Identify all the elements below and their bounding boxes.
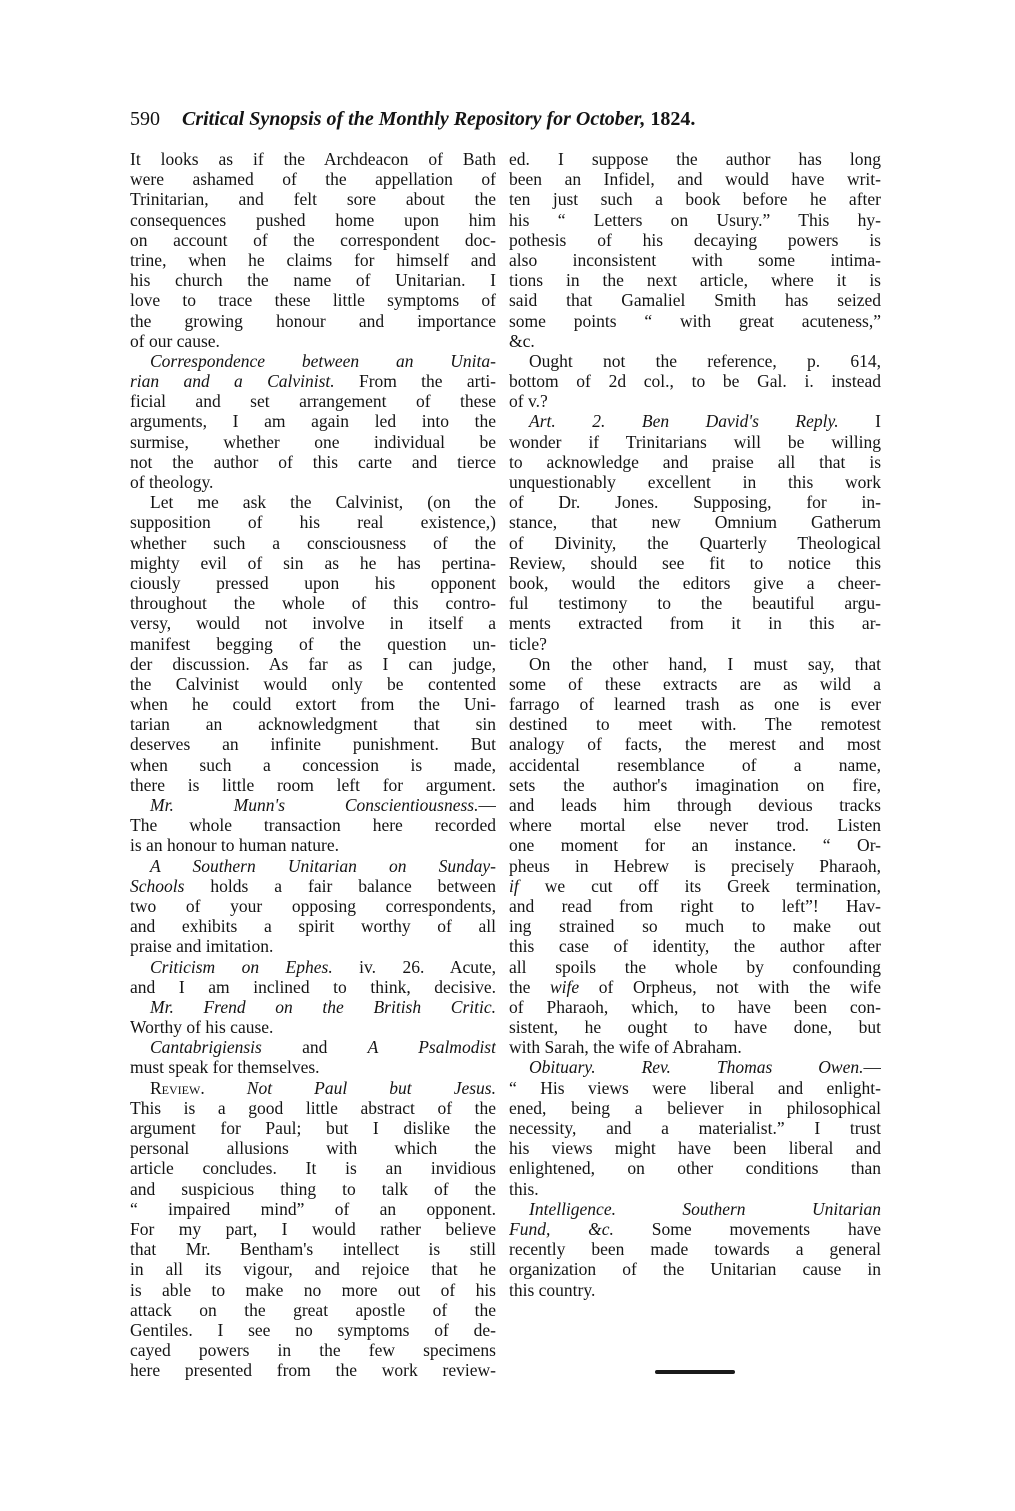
text-line — [130, 1037, 496, 1057]
text-line — [130, 654, 496, 674]
text-run — [205, 1078, 247, 1098]
text-line — [509, 1259, 881, 1279]
text-line — [130, 1057, 496, 1077]
text-run: Let me ask the Calvinist, (on the — [150, 492, 496, 513]
text-line — [130, 432, 496, 452]
text-run: and exhibits a spirit worthy of all — [130, 916, 496, 937]
text-run: some points “ with great acuteness,” — [509, 310, 881, 331]
text-line — [130, 1158, 496, 1178]
text-line — [509, 1118, 881, 1138]
text-line — [509, 755, 881, 775]
text-run: personal allusions with which the — [130, 1138, 496, 1159]
text-run: his views might have been liberal and — [509, 1138, 881, 1159]
text-line — [509, 856, 881, 876]
text-run: — — [478, 795, 496, 815]
text-run: arguments, I am again led into the — [130, 411, 496, 432]
text-line — [130, 189, 496, 209]
text-run: the — [509, 976, 550, 997]
text-line — [130, 553, 496, 573]
text-run: some of these extracts are as wild a — [509, 673, 881, 694]
text-line — [130, 452, 496, 472]
text-line — [509, 573, 881, 593]
text-run: manifest begging of the question un- — [130, 633, 496, 654]
text-line — [509, 775, 881, 795]
text-line — [509, 694, 881, 714]
text-line — [509, 1098, 881, 1118]
text-run: must speak for themselves. — [130, 1057, 320, 1078]
text-line — [509, 916, 881, 936]
text-run: destined to meet with. The remotest — [509, 714, 881, 735]
text-run: Mr. Munn's Conscientiousness. — [150, 795, 479, 815]
text-run: love to trace these little symptoms of — [130, 290, 496, 311]
text-run: argument for Paul; but I dislike the — [130, 1118, 496, 1138]
text-line — [509, 351, 881, 371]
running-header — [130, 104, 890, 134]
text-run: Schools — [130, 875, 185, 896]
text-run: that Mr. Bentham's intellect is still — [130, 1239, 496, 1260]
text-run: der discussion. As far as I can judge, — [130, 653, 496, 674]
text-line — [509, 1078, 881, 1098]
text-run: Worthy of his cause. — [130, 1017, 274, 1038]
text-run: this case of identity, the author after — [509, 936, 881, 957]
text-line — [130, 250, 496, 270]
text-run: pheus in Hebrew is precisely Pharaoh, — [509, 855, 881, 876]
text-line — [509, 210, 881, 230]
text-run: A Psalmodist — [367, 1037, 496, 1058]
text-line — [509, 734, 881, 754]
text-line — [509, 391, 881, 411]
text-run: ful testimony to the beautiful argu- — [509, 593, 881, 614]
text-line — [130, 835, 496, 855]
text-line — [130, 1300, 496, 1320]
text-run: ed. I suppose the author has long — [509, 149, 881, 169]
text-run: of Pharaoh, which, to have been con- — [509, 996, 881, 1017]
text-run: surmise, whether one individual be — [130, 431, 496, 452]
text-line — [509, 432, 881, 452]
text-run: when he could extort from the Uni- — [130, 694, 496, 715]
text-line — [130, 1199, 496, 1219]
text-run: of v.? — [509, 391, 548, 412]
text-line — [130, 856, 496, 876]
text-run: Trinitarian, and felt sore about the — [130, 189, 496, 210]
text-line — [130, 593, 496, 613]
text-line — [130, 169, 496, 189]
text-line — [509, 1280, 881, 1300]
text-line — [130, 533, 496, 553]
text-run: Obituary. Rev. Thomas Owen. — [529, 1057, 864, 1078]
text-line — [509, 1199, 881, 1219]
text-run: “ impaired mind” of an opponent. — [130, 1198, 496, 1219]
text-line — [509, 815, 881, 835]
text-run: we cut off its Greek termination, — [518, 875, 881, 896]
text-run: tions in the next article, where it is — [509, 270, 881, 291]
text-line — [130, 734, 496, 754]
text-run: the growing honour and importance — [130, 310, 496, 331]
text-run: holds a fair balance between — [184, 875, 496, 896]
text-run: where mortal else never trod. Listen — [509, 815, 881, 836]
text-run: “ His views were liberal and enlight- — [509, 1077, 881, 1098]
text-line — [130, 1280, 496, 1300]
text-run: Ought not the reference, p. 614, — [529, 350, 881, 371]
text-line — [509, 936, 881, 956]
text-line — [509, 714, 881, 734]
text-run: analogy of facts, the merest and most — [509, 734, 881, 755]
text-run: of our cause. — [130, 330, 220, 351]
text-line — [130, 391, 496, 411]
text-run: in all its vigour, and rejoice that he — [130, 1259, 496, 1280]
text-line — [130, 351, 496, 371]
text-run: trine, when he claims for himself and — [130, 249, 496, 270]
text-line — [130, 1259, 496, 1279]
page-number: 590 — [130, 108, 160, 130]
text-line — [130, 755, 496, 775]
text-run: consequences pushed home upon him — [130, 209, 496, 230]
text-run: of Orpheus, not with the wife — [579, 976, 881, 997]
text-run: On the other hand, I must say, that — [529, 653, 881, 674]
text-line — [130, 977, 496, 997]
text-line — [130, 1078, 496, 1098]
text-line — [130, 1360, 496, 1380]
text-line — [509, 1037, 881, 1057]
text-line — [130, 573, 496, 593]
text-run: It looks as if the Archdeacon of Bath — [130, 149, 496, 169]
text-run: to acknowledge and praise all that is — [509, 451, 881, 472]
text-line — [130, 815, 496, 835]
text-run: if — [509, 875, 519, 896]
text-run: enlightened, on other conditions than — [509, 1158, 881, 1179]
text-line — [130, 1179, 496, 1199]
text-line — [509, 997, 881, 1017]
text-run: I — [838, 411, 881, 432]
text-run: of Divinity, the Quarterly Theological — [509, 532, 881, 553]
text-run: this country. — [509, 1279, 596, 1300]
text-line — [130, 694, 496, 714]
text-run: Intelligence. Southern Unitarian — [529, 1198, 881, 1219]
text-line — [130, 1239, 496, 1259]
text-run: throughout the whole of this contro- — [130, 593, 496, 614]
text-run: his “ Letters on Usury.” This hy- — [509, 209, 881, 230]
text-run: there is little room left for argument. — [130, 774, 496, 795]
text-run: with Sarah, the wife of Abraham. — [509, 1037, 742, 1058]
text-run: said that Gamaliel Smith has seized — [509, 290, 881, 311]
text-line — [130, 371, 496, 391]
text-run: Gentiles. I see no symptoms of de- — [130, 1319, 496, 1340]
text-line — [130, 230, 496, 250]
text-run: Correspondence between an Unita- — [150, 350, 496, 371]
text-run: &c. — [509, 330, 535, 351]
text-line — [509, 169, 881, 189]
text-run: tarian an acknowledgment that sin — [130, 714, 496, 735]
text-run: of Dr. Jones. Supposing, for in- — [509, 492, 881, 513]
text-line — [130, 916, 496, 936]
text-run: wonder if Trinitarians will be willing — [509, 431, 881, 452]
text-run: and I am inclined to think, decisive. — [130, 976, 496, 997]
text-run: been an Infidel, and would have writ- — [509, 169, 881, 190]
text-line — [509, 149, 881, 169]
text-line — [509, 492, 881, 512]
text-line — [509, 452, 881, 472]
text-run: his church the name of Unitarian. I — [130, 270, 496, 291]
text-run: rian and a Calvinist. — [130, 371, 335, 392]
running-title — [182, 104, 695, 134]
text-line — [509, 250, 881, 270]
text-line — [130, 290, 496, 310]
text-line — [130, 997, 496, 1017]
text-line — [509, 613, 881, 633]
text-line — [130, 775, 496, 795]
text-run: unquestionably excellent in this work — [509, 472, 881, 492]
text-run: farrago of learned trash as one is ever — [509, 694, 881, 715]
text-run: sistent, he ought to have done, but — [509, 1017, 881, 1038]
text-run: and leads him through devious tracks — [509, 795, 881, 815]
text-run: were ashamed of the appellation of — [130, 169, 496, 190]
text-line — [130, 411, 496, 431]
text-run: of theology. — [130, 472, 214, 492]
text-line — [509, 533, 881, 553]
text-line — [130, 1098, 496, 1118]
text-run: ened, being a believer in philosophical — [509, 1097, 881, 1118]
text-run: book, would the editors give a cheer- — [509, 572, 881, 593]
text-line — [130, 149, 496, 169]
text-run: all spoils the whole by confounding — [509, 956, 881, 977]
text-line — [509, 290, 881, 310]
text-run: also inconsistent with some intima- — [509, 249, 881, 270]
text-run: deserves an infinite punishment. But — [130, 734, 496, 755]
text-run: wife — [549, 976, 580, 997]
text-run: one moment for an instance. “ Or- — [509, 835, 881, 856]
text-line — [509, 1138, 881, 1158]
text-line — [509, 311, 881, 331]
text-line — [509, 472, 881, 492]
text-line — [509, 553, 881, 573]
text-run: ticle? — [509, 633, 547, 654]
text-run: A Southern Unitarian on Sunday- — [150, 855, 496, 876]
text-run: For my part, I would rather believe — [130, 1218, 496, 1239]
text-run: Art. 2. Ben David's Reply. — [529, 411, 839, 432]
text-line — [509, 189, 881, 209]
text-run: and — [261, 1037, 368, 1058]
text-line — [130, 634, 496, 654]
text-run: This is a good little abstract of the — [130, 1097, 496, 1118]
running-title-text: Critical Synopsis of the Monthly Repository for October, — [182, 108, 646, 130]
text-line — [509, 896, 881, 916]
text-run: ments extracted from it in this ar- — [509, 613, 881, 634]
text-line — [509, 331, 881, 351]
text-line — [130, 1118, 496, 1138]
text-line — [130, 331, 496, 351]
text-line — [509, 270, 881, 290]
text-line — [509, 512, 881, 532]
text-run: this. — [509, 1178, 539, 1199]
text-run: The whole transaction here recorded — [130, 815, 496, 836]
text-line — [509, 1017, 881, 1037]
text-line — [509, 1239, 881, 1259]
text-line — [509, 634, 881, 654]
text-line — [509, 977, 881, 997]
text-run: bottom of 2d col., to be Gal. i. instead — [509, 371, 881, 392]
text-run: here presented from the work review- — [130, 1360, 496, 1381]
text-run: Fund, &c. — [509, 1218, 614, 1239]
text-run: organization of the Unitarian cause in — [509, 1259, 881, 1280]
text-line — [509, 876, 881, 896]
text-run: Not Paul but Jesus. — [246, 1077, 496, 1098]
text-line — [130, 472, 496, 492]
text-line — [130, 876, 496, 896]
text-run: Cantabrigiensis — [150, 1037, 262, 1058]
text-run: not the author of this carte and tierce — [130, 451, 496, 472]
text-line — [130, 210, 496, 230]
text-run: pothesis of his decaying powers is — [509, 229, 881, 250]
text-run: two of your opposing correspondents, — [130, 895, 496, 916]
text-run: and suspicious thing to talk of the — [130, 1178, 496, 1199]
left-text-column — [130, 149, 496, 1380]
text-line — [130, 1219, 496, 1239]
text-run: ten just such a book before he after — [509, 189, 881, 210]
text-line — [509, 1057, 881, 1077]
text-run: Some movements have — [613, 1218, 881, 1239]
text-run: attack on the great apostle of the — [130, 1299, 496, 1320]
text-line — [130, 674, 496, 694]
text-run: is able to make no more out of his — [130, 1279, 496, 1300]
text-line — [130, 311, 496, 331]
text-line — [509, 957, 881, 977]
text-line — [130, 1340, 496, 1360]
text-run: mighty evil of sin as he has pertina- — [130, 552, 496, 573]
text-line — [130, 957, 496, 977]
text-line — [509, 1158, 881, 1178]
right-text-column — [509, 149, 881, 1300]
text-line — [509, 411, 881, 431]
text-run: when such a concession is made, — [130, 754, 496, 775]
text-run: ciously pressed upon his opponent — [130, 572, 496, 593]
text-line — [130, 1138, 496, 1158]
text-line — [509, 674, 881, 694]
text-line — [130, 492, 496, 512]
text-line — [130, 936, 496, 956]
text-run: Review, should see fit to notice this — [509, 552, 881, 573]
text-line — [509, 795, 881, 815]
text-run: Criticism on Ephes. — [150, 956, 333, 977]
text-line — [130, 795, 496, 815]
text-run: praise and imitation. — [130, 936, 274, 957]
text-line — [509, 654, 881, 674]
text-run: whether such a consciousness of the — [130, 532, 496, 553]
text-line — [509, 593, 881, 613]
text-run: From the arti- — [334, 371, 496, 392]
text-run: — — [863, 1057, 881, 1078]
text-run: on account of the correspondent doc- — [130, 229, 496, 250]
text-run: iv. 26. Acute, — [332, 956, 496, 977]
text-line — [509, 835, 881, 855]
text-line — [509, 230, 881, 250]
text-run: ing strained so much to make out — [509, 916, 881, 937]
text-line — [130, 613, 496, 633]
text-line — [509, 1219, 881, 1239]
running-title-year: 1824. — [650, 108, 696, 130]
text-line — [509, 1179, 881, 1199]
text-run: versy, would not involve in itself a — [130, 613, 496, 634]
text-run: and read from right to left”! Hav- — [509, 895, 881, 916]
text-run: supposition of his real existence,) — [130, 512, 496, 533]
text-line — [130, 1017, 496, 1037]
text-run: article concludes. It is an invidious — [130, 1158, 496, 1179]
text-run: Review. — [150, 1077, 205, 1098]
text-run: accidental resemblance of a name, — [509, 754, 881, 775]
text-run: stance, that new Omnium Gatherum — [509, 512, 881, 533]
text-line — [130, 512, 496, 532]
text-run: the Calvinist would only be contented — [130, 673, 496, 694]
text-line — [130, 270, 496, 290]
text-run: cayed powers in the few specimens — [130, 1340, 496, 1361]
end-ornament-rule — [655, 1370, 735, 1374]
text-line — [130, 896, 496, 916]
text-run: necessity, and a materialist.” I trust — [509, 1118, 881, 1138]
text-line — [130, 714, 496, 734]
text-run: is an honour to human nature. — [130, 835, 339, 856]
text-line — [509, 371, 881, 391]
text-run: recently been made towards a general — [509, 1239, 881, 1260]
text-run: ficial and set arrangement of these — [130, 391, 496, 412]
text-run: Mr. Frend on the British Critic. — [150, 996, 496, 1017]
text-run: sets the author's imagination on fire, — [509, 774, 881, 795]
text-line — [130, 1320, 496, 1340]
